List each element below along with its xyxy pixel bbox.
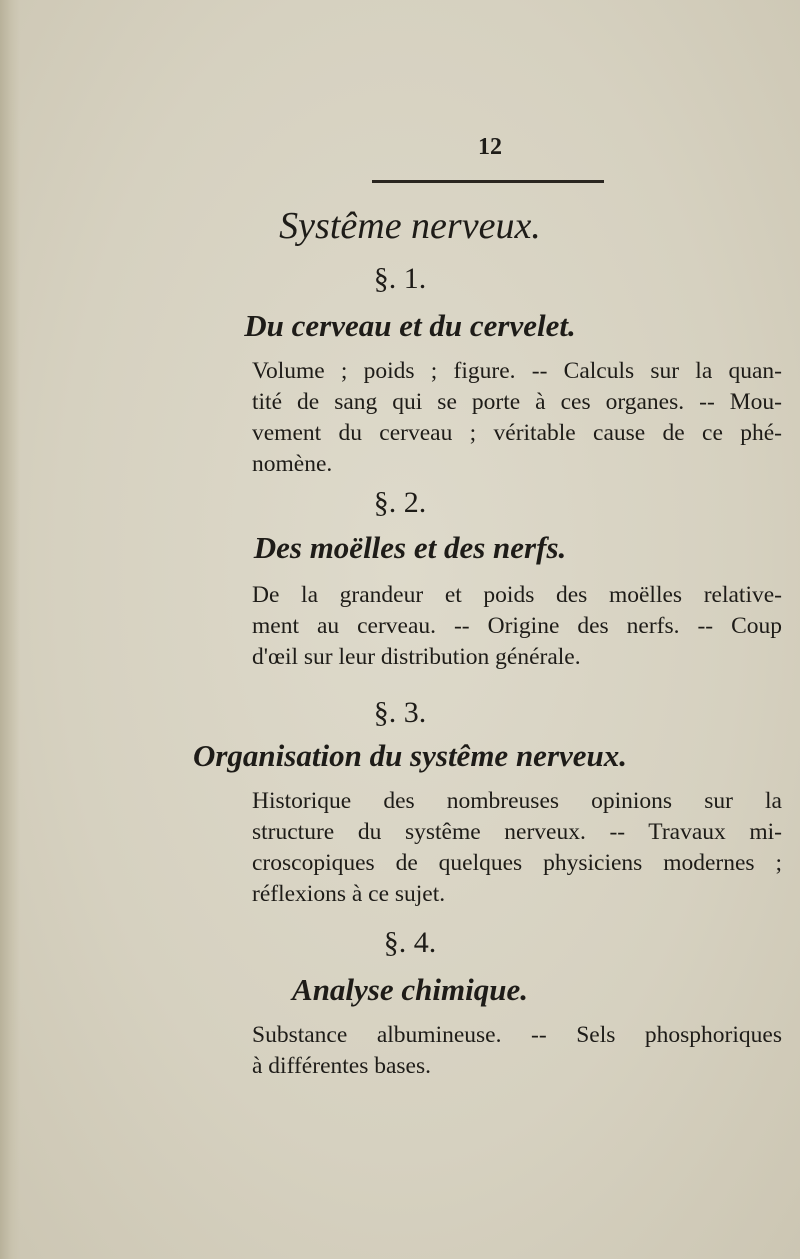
section-2-line: ment au cerveau. -- Origine des nerfs. -- Coup bbox=[252, 613, 782, 639]
section-4-line: Substance albumineuse. -- Sels phosphoriques bbox=[252, 1022, 782, 1048]
section-3-title: Organisation du systême nerveux. bbox=[192, 738, 628, 773]
section-1-summary bbox=[252, 356, 782, 480]
section-3-summary bbox=[252, 786, 782, 910]
section-1-line: vement du cerveau ; véritable cause de ce phé- bbox=[252, 420, 782, 446]
section-1-title: Du cerveau et du cervelet. bbox=[244, 308, 576, 343]
section-4-mark: §. 4. bbox=[383, 926, 437, 959]
section-4-summary bbox=[252, 1020, 782, 1082]
section-3-mark: §. 3. bbox=[373, 696, 427, 729]
section-1-line: nomène. bbox=[252, 451, 333, 477]
section-1-line: Volume ; poids ; figure. -- Calculs sur la quan- bbox=[252, 358, 782, 384]
section-2-mark: §. 2. bbox=[373, 486, 427, 519]
section-3-line: réflexions à ce sujet. bbox=[252, 881, 446, 907]
section-2-line: De la grandeur et poids des moëlles relative- bbox=[252, 582, 782, 608]
section-4-line: à différentes bases. bbox=[252, 1053, 432, 1079]
page-number: 12 bbox=[478, 134, 502, 160]
section-1-mark: §. 1. bbox=[373, 262, 427, 295]
section-2-line: d'œil sur leur distribution générale. bbox=[252, 644, 581, 670]
section-2-summary bbox=[252, 580, 782, 673]
section-1-line: tité de sang qui se porte à ces organes. -- Mou- bbox=[252, 389, 782, 415]
section-3-line: structure du systême nerveux. -- Travaux mi- bbox=[252, 819, 782, 845]
section-3-line: croscopiques de quelques physiciens modernes ; bbox=[252, 850, 782, 876]
section-4-title: Analyse chimique. bbox=[292, 972, 528, 1007]
section-2-title: Des moëlles et des nerfs. bbox=[253, 530, 567, 565]
section-3-line: Historique des nombreuses opinions sur la bbox=[252, 788, 782, 814]
chapter-title: Systême nerveux. bbox=[279, 205, 541, 247]
header-rule bbox=[372, 180, 604, 183]
